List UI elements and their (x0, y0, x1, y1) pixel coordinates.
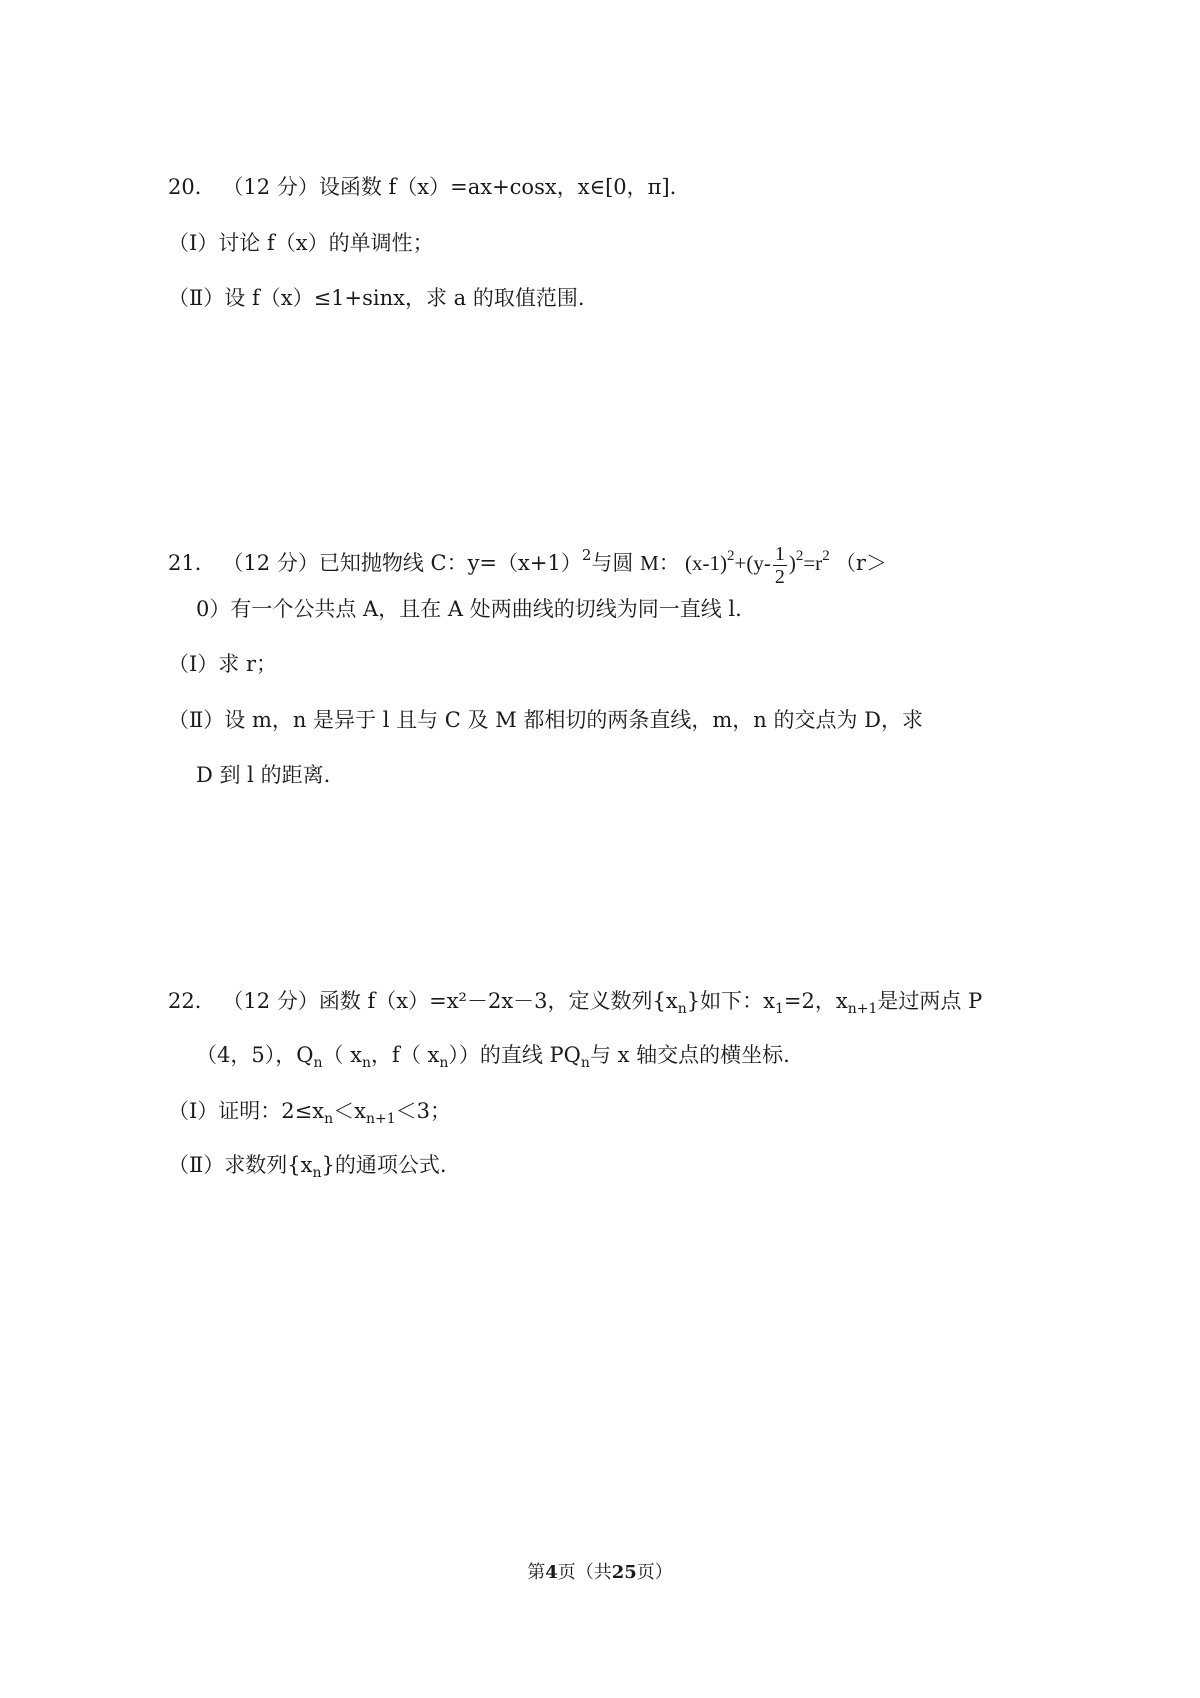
q22-part1-b: ＜x (333, 1099, 366, 1123)
q21-r-square: 2 (822, 548, 830, 564)
q20-part1: （Ⅰ）讨论 f（x）的单调性； (168, 231, 434, 255)
q20-part2: （Ⅱ）设 f（x）≤1+sinx，求 a 的取值范围. (168, 286, 585, 310)
q22-line2-sub1: n (313, 1055, 323, 1071)
q21-fraction (773, 543, 787, 588)
q22-part1-sub-n: n (324, 1111, 334, 1127)
q21-frac-den: 2 (774, 565, 785, 588)
q20-score: （12 分） (222, 175, 319, 199)
q21-circle-close: ) (788, 551, 796, 575)
q21-stem-a: 已知抛物线 C：y=（x+1） (318, 551, 582, 575)
q22-part2-a: （Ⅱ）求数列{x (168, 1153, 313, 1177)
footer-post: 页） (636, 1562, 673, 1583)
q22-part1-a: （Ⅰ）证明：2≤x (168, 1099, 325, 1123)
q21-square: 2 (581, 546, 592, 564)
q22-number: 22． (168, 989, 216, 1013)
q21-circle-x-square: 2 (727, 548, 735, 564)
q22-line2-sub3: n (439, 1055, 449, 1071)
q22-part1-c: ＜3； (395, 1099, 452, 1123)
q22-line2-sub2: n (362, 1055, 372, 1071)
q22-line2-sub4: n (580, 1055, 590, 1071)
q22-stem-a: 函数 f（x）=x²－2x－3，定义数列{x (318, 989, 678, 1013)
q22-part2 (168, 1150, 447, 1188)
q22-line2-a: （4，5），Q (196, 1043, 314, 1067)
q21-stem-d: 0）有一个公共点 A，且在 A 处两曲线的切线为同一直线 l. (196, 597, 742, 621)
q20-number: 20． (168, 175, 216, 199)
q21-part2: （Ⅱ）设 m，n 是异于 l 且与 C 及 M 都相切的两条直线，m，n 的交点为 D，求 (168, 708, 924, 732)
q22-stem-d: 是过两点 P (877, 989, 983, 1013)
q21-part2b: D 到 l 的距离. (196, 763, 331, 787)
q20-stem-line (168, 172, 676, 202)
q22-line2-c: ，f（ x (371, 1043, 440, 1067)
q21-circle-eq: =r (803, 551, 823, 575)
q21-stem-c: （r＞ (834, 551, 887, 575)
q22-line2-d: ））的直线 PQ (448, 1043, 581, 1067)
q21-circle-name: M： (640, 551, 680, 575)
q22-part2-b: }的通项公式. (321, 1153, 447, 1177)
q21-score: （12 分） (222, 551, 319, 575)
footer-pre: 第 (527, 1562, 546, 1583)
q22-part1 (168, 1096, 451, 1134)
footer-total-pages: 25 (611, 1562, 637, 1583)
q21-circle-y-square: 2 (795, 548, 804, 564)
q21-stem-line (168, 540, 887, 588)
page-footer (0, 1558, 1200, 1584)
q22-part1-sub-np1: n+1 (365, 1111, 396, 1127)
q22-stem-b: }如下：x (686, 989, 775, 1013)
q21-circle-equation (640, 542, 835, 588)
q22-line2-b: （ x (322, 1043, 363, 1067)
q22-score: （12 分） (222, 989, 319, 1013)
q22-line2-e: 与 x 轴交点的横坐标. (589, 1043, 790, 1067)
q21-circle-y-open: +(y- (734, 551, 771, 575)
q20-stem: 设函数 f（x）=ax+cosx，x∈[0，π]. (318, 175, 677, 199)
q22-stem-c: =2，x (783, 989, 848, 1013)
q22-sub-n: n (677, 1001, 687, 1017)
q21-number: 21． (168, 551, 216, 575)
q22-stem-line (168, 986, 982, 1024)
q22-part2-sub-n: n (312, 1165, 322, 1181)
q21-stem-b: 与圆 (591, 551, 634, 575)
q21-circle-x: (x-1) (685, 551, 727, 575)
q22-line2 (196, 1040, 790, 1078)
q21-frac-num: 1 (774, 542, 785, 565)
q21-part1: （Ⅰ）求 r； (168, 652, 278, 676)
q22-sub-1: 1 (775, 1001, 784, 1017)
footer-mid: 页（共 (557, 1562, 612, 1583)
footer-page-number: 4 (545, 1562, 558, 1583)
q22-sub-np1: n+1 (847, 1001, 878, 1017)
